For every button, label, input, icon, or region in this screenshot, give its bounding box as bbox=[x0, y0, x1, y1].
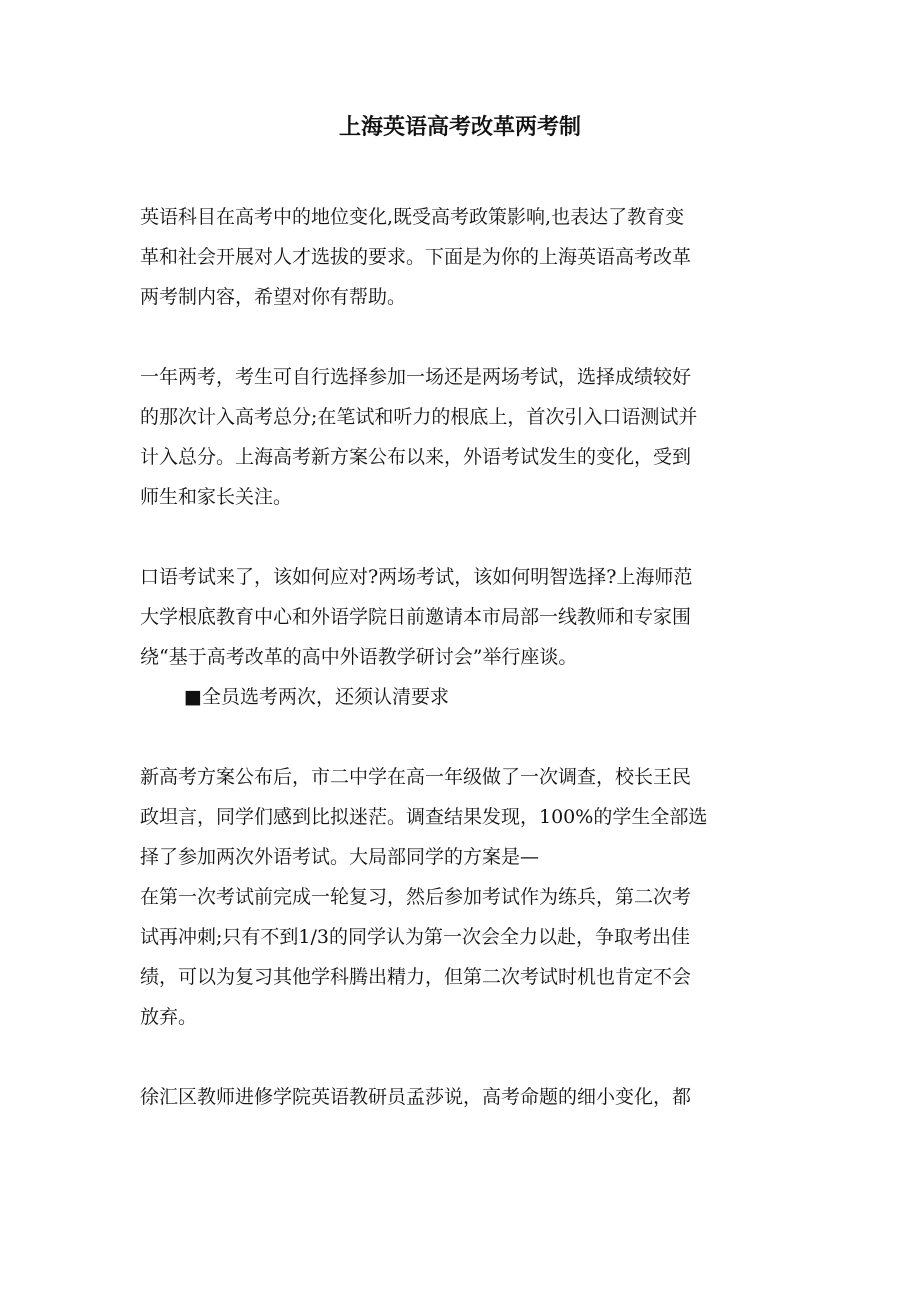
paragraph-teacher-comment: 徐汇区教师进修学院英语教研员孟莎说，高考命题的细小变化，都 bbox=[140, 1086, 692, 1108]
section-subheading: ■全员选考两次，还须认清要求 bbox=[184, 686, 449, 708]
paragraph-spacer bbox=[140, 1037, 780, 1077]
paragraph-survey: 新高考方案公布后，市二中学在高一年级做了一次调查，校长王民 政坦言，同学们感到比拟迷茫。调查结果发现，100%的学生全部选 择了参加两次外语考试。大局部同学的方案是— 在第一次考试前完成一轮复习，然后参加考试作为练兵，第二次考 试再冲刺;只有不到1/3的同学认为第一次会全力以赴，争取考出佳 绩，可以为复习其他学科腾出精力，但第二次考试时机也肯定不会 放弃。 bbox=[140, 766, 708, 1028]
paragraph-two-exams: 一年两考，考生可自行选择参加一场还是两场考试，选择成绩较好 的那次计入高考总分;在笔试和听力的根底上，首次引入口语测试并 计入总分。上海高考新方案公布以来，外语考试发生的变化，受到 师生和家长关注。 bbox=[140, 366, 698, 508]
paragraph-spacer bbox=[140, 317, 780, 357]
paragraph-spacer bbox=[140, 517, 780, 557]
paragraph-spacer bbox=[140, 717, 780, 757]
paragraph-intro: 英语科目在高考中的地位变化,既受高考政策影响,也表达了教育变 革和社会开展对人才选拔的要求。下面是为你的上海英语高考改革 两考制内容，希望对你有帮助。 bbox=[140, 206, 692, 308]
paragraph-oral-exam: 口语考试来了，该如何应对?两场考试，该如何明智选择?上海师范 大学根底教育中心和外语学院日前邀请本市局部一线教师和专家围 绕“基于高考改革的高中外语教学研讨会”举行座谈。 bbox=[140, 566, 693, 668]
document-body bbox=[140, 197, 780, 1117]
document-title: 上海英语高考改革两考制 bbox=[338, 114, 581, 140]
